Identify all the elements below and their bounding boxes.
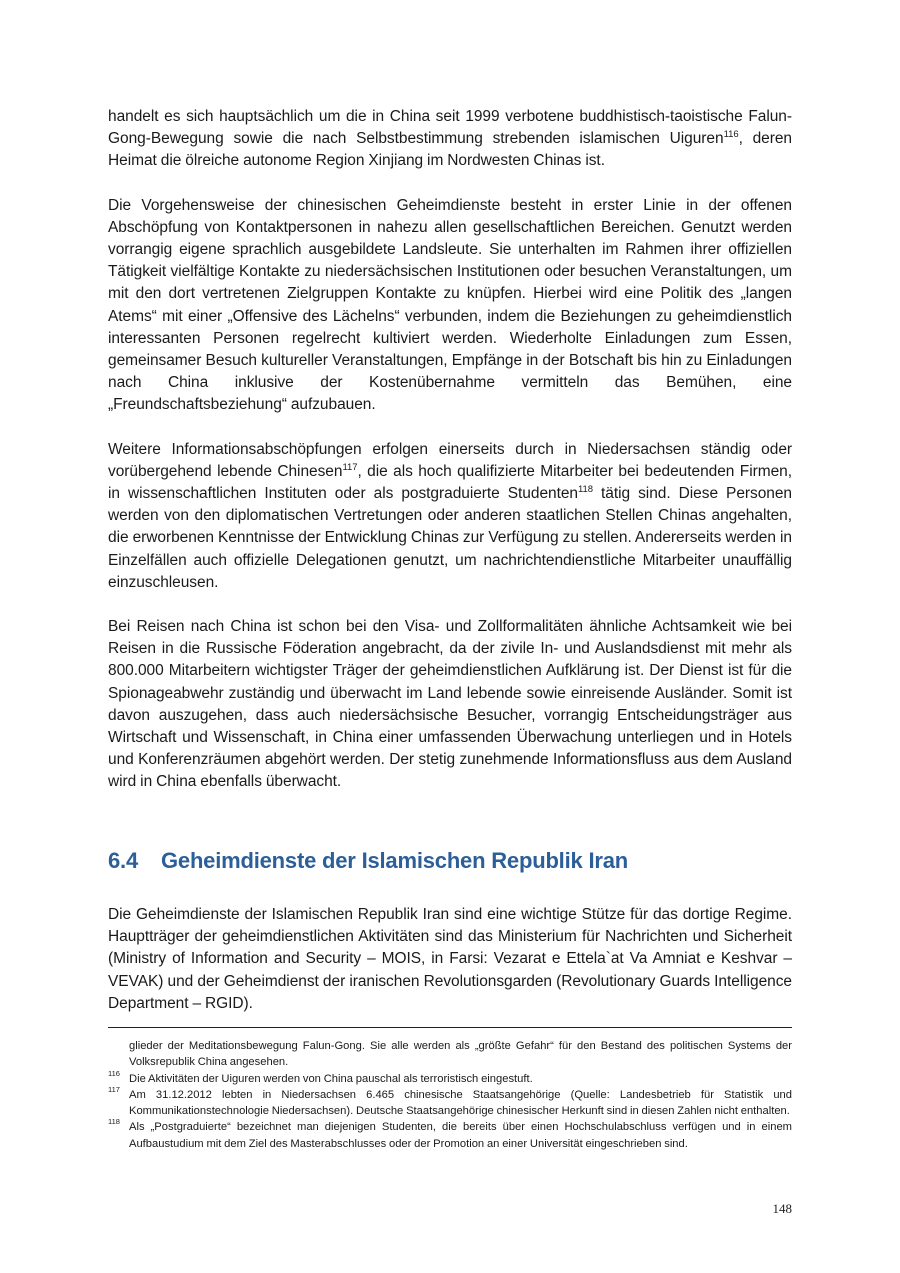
footnotes bbox=[108, 1038, 792, 1152]
page-number: 148 bbox=[772, 1201, 792, 1216]
paragraph: Weitere Informationsabschöpfungen erfolgen einerseits durch in Niedersachsen ständig oder vorübergehend lebende Chinesen$^{117}$, die als hoch qualifizierte Mitarbeiter bei bedeutenden Firmen, in wissenschaftlichen Instituten oder als postgraduierte Studenten$^{118}$ tätig sind. Diese Personen werden von den diplomatischen Vertretungen oder anderen staatlichen Stellen Chinas angehalten, die erworbenen Kenntnisse der Entwicklung Chinas zur Verfügung zu stellen. Andererseits werden in Einzelfällen auch offizielle Delegationen genutzt, um nachrichtendienstliche Mitarbeiter unauffällig einzuschleusen. bbox=[108, 440, 792, 591]
footnote-117: 117 Am 31.12.2012 lebten in Niedersachsen 6.465 chinesische Staatsangehörige (Quelle: Landesbetrieb für Statistik und Kommunikationstechnologie Niedersachsen). Deutsche Staatsangehörige chinesischer Herkunft sind in diesen Zahlen nicht enthalten. bbox=[108, 1084, 792, 1118]
section-heading bbox=[108, 848, 792, 874]
footnote-mark: 117 bbox=[108, 1084, 120, 1094]
footnote-116: 116 Die Aktivitäten der Uiguren werden von China pauschal als terroristisch eingestuft. bbox=[108, 1068, 533, 1085]
section-number: 6.4 bbox=[108, 848, 138, 873]
body-text bbox=[108, 106, 792, 816]
paragraph: Bei Reisen nach China ist schon bei den Visa- und Zollformalitäten ähnliche Achtsamkeit wie bei Reisen in die Russische Föderation angebracht, da der zivile In- und Auslandsdienst mit mehr als 800.000 Mitarbeitern wichtigster Träger der geheimdienstlichen Aufklärung ist. Der Dienst ist für die Spionageabwehr zuständig und überwacht im Land lebende sowie einreisende Ausländer. Somit ist davon auszugehen, dass auch niedersächsische Besucher, vorrangig Entscheidungsträger aus Wirtschaft und Wissenschaft, in China einer umfassenden Überwachung unterliegen und in Hotels und Konferenzräumen abgehört werden. Der stetig zunehmende Informationsfluss aus dem Ausland wird in China ebenfalls überwacht. bbox=[108, 618, 792, 791]
section-title: Geheimdienste der Islamischen Republik Iran bbox=[161, 848, 628, 873]
footnote-ref-116[interactable]: 116 bbox=[723, 129, 739, 141]
footnote-mark: 118 bbox=[108, 1117, 120, 1127]
footnote-118: 118 Als „Postgraduierte“ bezeichnet man diejenigen Studenten, die bereits über einen Hochschulabschluss verfügen und in einem Aufbaustudium mit dem Ziel des Masterabschlusses oder der Promotion an einer Universität eingeschrieben sind. bbox=[108, 1117, 792, 1150]
section-body bbox=[108, 904, 792, 1037]
footnote-mark: 116 bbox=[108, 1068, 120, 1078]
footnote-continuation: glieder der Meditationsbewegung Falun-Gong. Sie alle werden als „größte Gefahr“ für den Bestand des politischen Systems der Volksrepublik China angesehen. bbox=[129, 1040, 792, 1069]
paragraph: handelt es sich hauptsächlich um die in China seit 1999 verbotene buddhistisch-taoistische Falun-Gong-Bewegung sowie die nach Selbstbestimmung strebenden islamischen Uiguren$^{116}$, deren Heimat die ölreiche autonome Region Xinjiang im Nordwesten Chinas ist. bbox=[108, 108, 793, 170]
footnote-ref-118[interactable]: 118 bbox=[578, 484, 593, 496]
footnote-ref-117[interactable]: 117 bbox=[342, 461, 358, 473]
paragraph: Die Vorgehensweise der chinesischen Geheimdienste besteht in erster Linie in der offenen Abschöpfung von Kontaktpersonen in nahezu allen gesellschaftlichen Bereichen. Genutzt werden vorrangig eigene sprachlich ausgebildete Landsleute. Sie unterhalten im Rahmen ihrer offiziellen Tätigkeit vielfältige Kontakte zu niedersächsischen Institutionen oder besuchen Veranstaltungen, um mit den dort vertretenen Zielgruppen Kontakte zu knüpfen. Hierbei wird eine Politik des „langen Atems“ mit einer „Offensive des Lächelns“ verbunden, indem die Beziehungen zu geheimdienstlich interessanten Personen regelrecht kultiviert werden. Wiederholte Einladungen zum Essen, gemeinsamer Besuch kultureller Veranstaltungen, Empfänge in der Botschaft bis hin zu Einladungen nach China inklusive der Kostenübernahme vermitteln das Bemühen, eine „Freundschaftsbeziehung“ aufzubauen. bbox=[108, 196, 792, 414]
footnote-divider bbox=[108, 1027, 792, 1028]
paragraph: Die Geheimdienste der Islamischen Republik Iran sind eine wichtige Stütze für das dortige Regime. Hauptträger der geheimdienstlichen Aktivitäten sind das Ministerium für Nachrichten und Sicherheit (Ministry of Information and Security – MOIS, in Farsi: Vezarat e Ettela`at Va Amniat e Keshvar – VEVAK) und der Geheimdienst der iranischen Revolutionsgarden (Revolutionary Guards Intelligence Department – RGID). bbox=[108, 906, 792, 1012]
